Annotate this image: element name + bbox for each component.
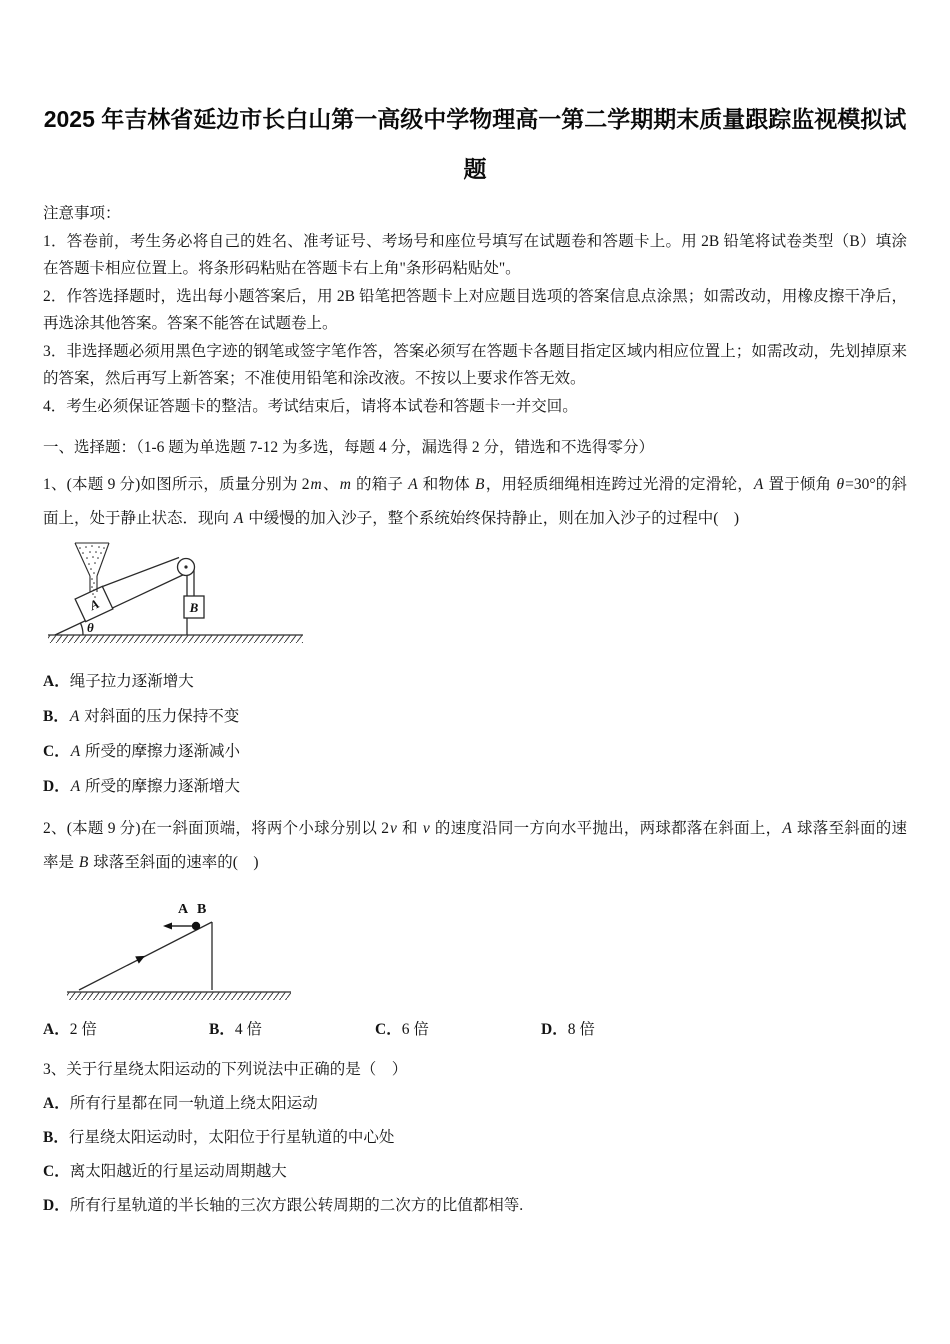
question-3-options: [43, 1087, 907, 1223]
question-1: [43, 468, 907, 804]
question-2: [43, 812, 907, 1047]
question-1-option-d: D．A 所受的摩擦力逐渐增大: [43, 777, 241, 795]
ground: [48, 635, 303, 643]
funnel-icon: [75, 543, 109, 592]
velocity-arrow: [163, 922, 192, 929]
question-2-option-c: C．6 倍: [375, 1020, 429, 1038]
notice-item-2: 2．作答选择题时，选出每小题答案后，用 2B 铅笔把答题卡上对应题目选项的答案信息点涂黑；如需改动，用橡皮擦干净后，再选涂其他答案。答案不能答在试题卷上。: [43, 287, 907, 332]
notice-section: [43, 200, 907, 420]
question-2-figure: [65, 886, 315, 1008]
question-2-option-a: A．2 倍: [43, 1020, 97, 1038]
angle-arc: [80, 622, 83, 634]
question-1-stem: 1、(本题 9 分)如图所示，质量分别为 2m、m 的箱子 A 和物体 B，用轻质细绳相连跨过光滑的定滑轮，A 置于倾角 θ=30°的斜面上，处于静止状态．现向 A 中缓慢的加入沙子，整个系统始终保持静止，则在加入沙子的过程中( ): [43, 475, 907, 527]
label-angle-theta: θ: [87, 619, 94, 635]
incline-triangle: [79, 922, 212, 990]
question-2-option-d: D．8 倍: [541, 1020, 595, 1038]
pulley: [178, 558, 195, 575]
question-3-option-a: A．所有行星都在同一轨道上绕太阳运动: [43, 1094, 318, 1112]
label-ball-b: B: [197, 901, 207, 917]
notice-item-1: 1．答卷前，考生务必将自己的姓名、准考证号、考场号和座位号填写在试题卷和答题卡上。用 2B 铅笔将试卷类型（B）填涂在答题卡相应位置上。将条形码粘贴在答题卡右上角"条形码粘贴处"。: [43, 232, 907, 277]
question-1-figure: [45, 538, 335, 656]
ball: [192, 921, 200, 929]
question-1-option-a: A．绳子拉力逐渐增大: [43, 672, 194, 690]
label-ball-a: A: [178, 901, 189, 917]
question-3-option-d: D．所有行星轨道的半长轴的三次方跟公转周期的二次方的比值都相等.: [43, 1196, 524, 1214]
incline-surface: [55, 573, 187, 635]
notice-item-4: 4．考生必须保证答题卡的整洁。考试结束后，请将本试卷和答题卡一并交回。: [43, 397, 578, 415]
question-1-options: [43, 664, 907, 804]
question-3-stem: 3、关于行星绕太阳运动的下列说法中正确的是（ ）: [43, 1060, 408, 1078]
notice-item-3: 3．非选择题必须用黑色字迹的钢笔或签字笔作答，答案必须写在答题卡各题目指定区域内相应位置上；如需改动，先划掉原来的答案，然后再写上新答案；不准使用铅笔和涂改液。不按以上要求作答无效。: [43, 342, 907, 387]
notice-heading: 注意事项：: [43, 205, 121, 222]
question-2-stem: 2、(本题 9 分)在一斜面顶端，将两个小球分别以 2v 和 v 的速度沿同一方向水平抛出，两球都落在斜面上，A 球落至斜面的速率是 B 球落至斜面的速率的( ): [43, 819, 907, 871]
slope-direction-arrow: [135, 952, 147, 963]
section-one-header: 一、选择题：（1-6 题为单选题 7-12 为多选，每题 4 分，漏选得 2 分，错选和不选得零分）: [43, 439, 654, 456]
question-2-option-b: B．4 倍: [209, 1020, 262, 1038]
question-3-option-b: B．行星绕太阳运动时，太阳位于行星轨道的中心处: [43, 1128, 395, 1146]
question-3: [43, 1053, 907, 1223]
label-box-b: B: [189, 599, 199, 615]
question-1-option-c: C．A 所受的摩擦力逐渐减小: [43, 742, 241, 760]
exam-title: 2025 年吉林省延边市长白山第一高级中学物理高一第二学期期末质量跟踪监视模拟试题: [43, 106, 907, 182]
question-3-option-c: C．离太阳越近的行星运动周期越大: [43, 1162, 287, 1180]
label-box-a: A: [87, 595, 102, 613]
question-1-option-b: B．A 对斜面的压力保持不变: [43, 707, 240, 725]
ground: [67, 992, 291, 1000]
question-2-options: [43, 1012, 907, 1047]
